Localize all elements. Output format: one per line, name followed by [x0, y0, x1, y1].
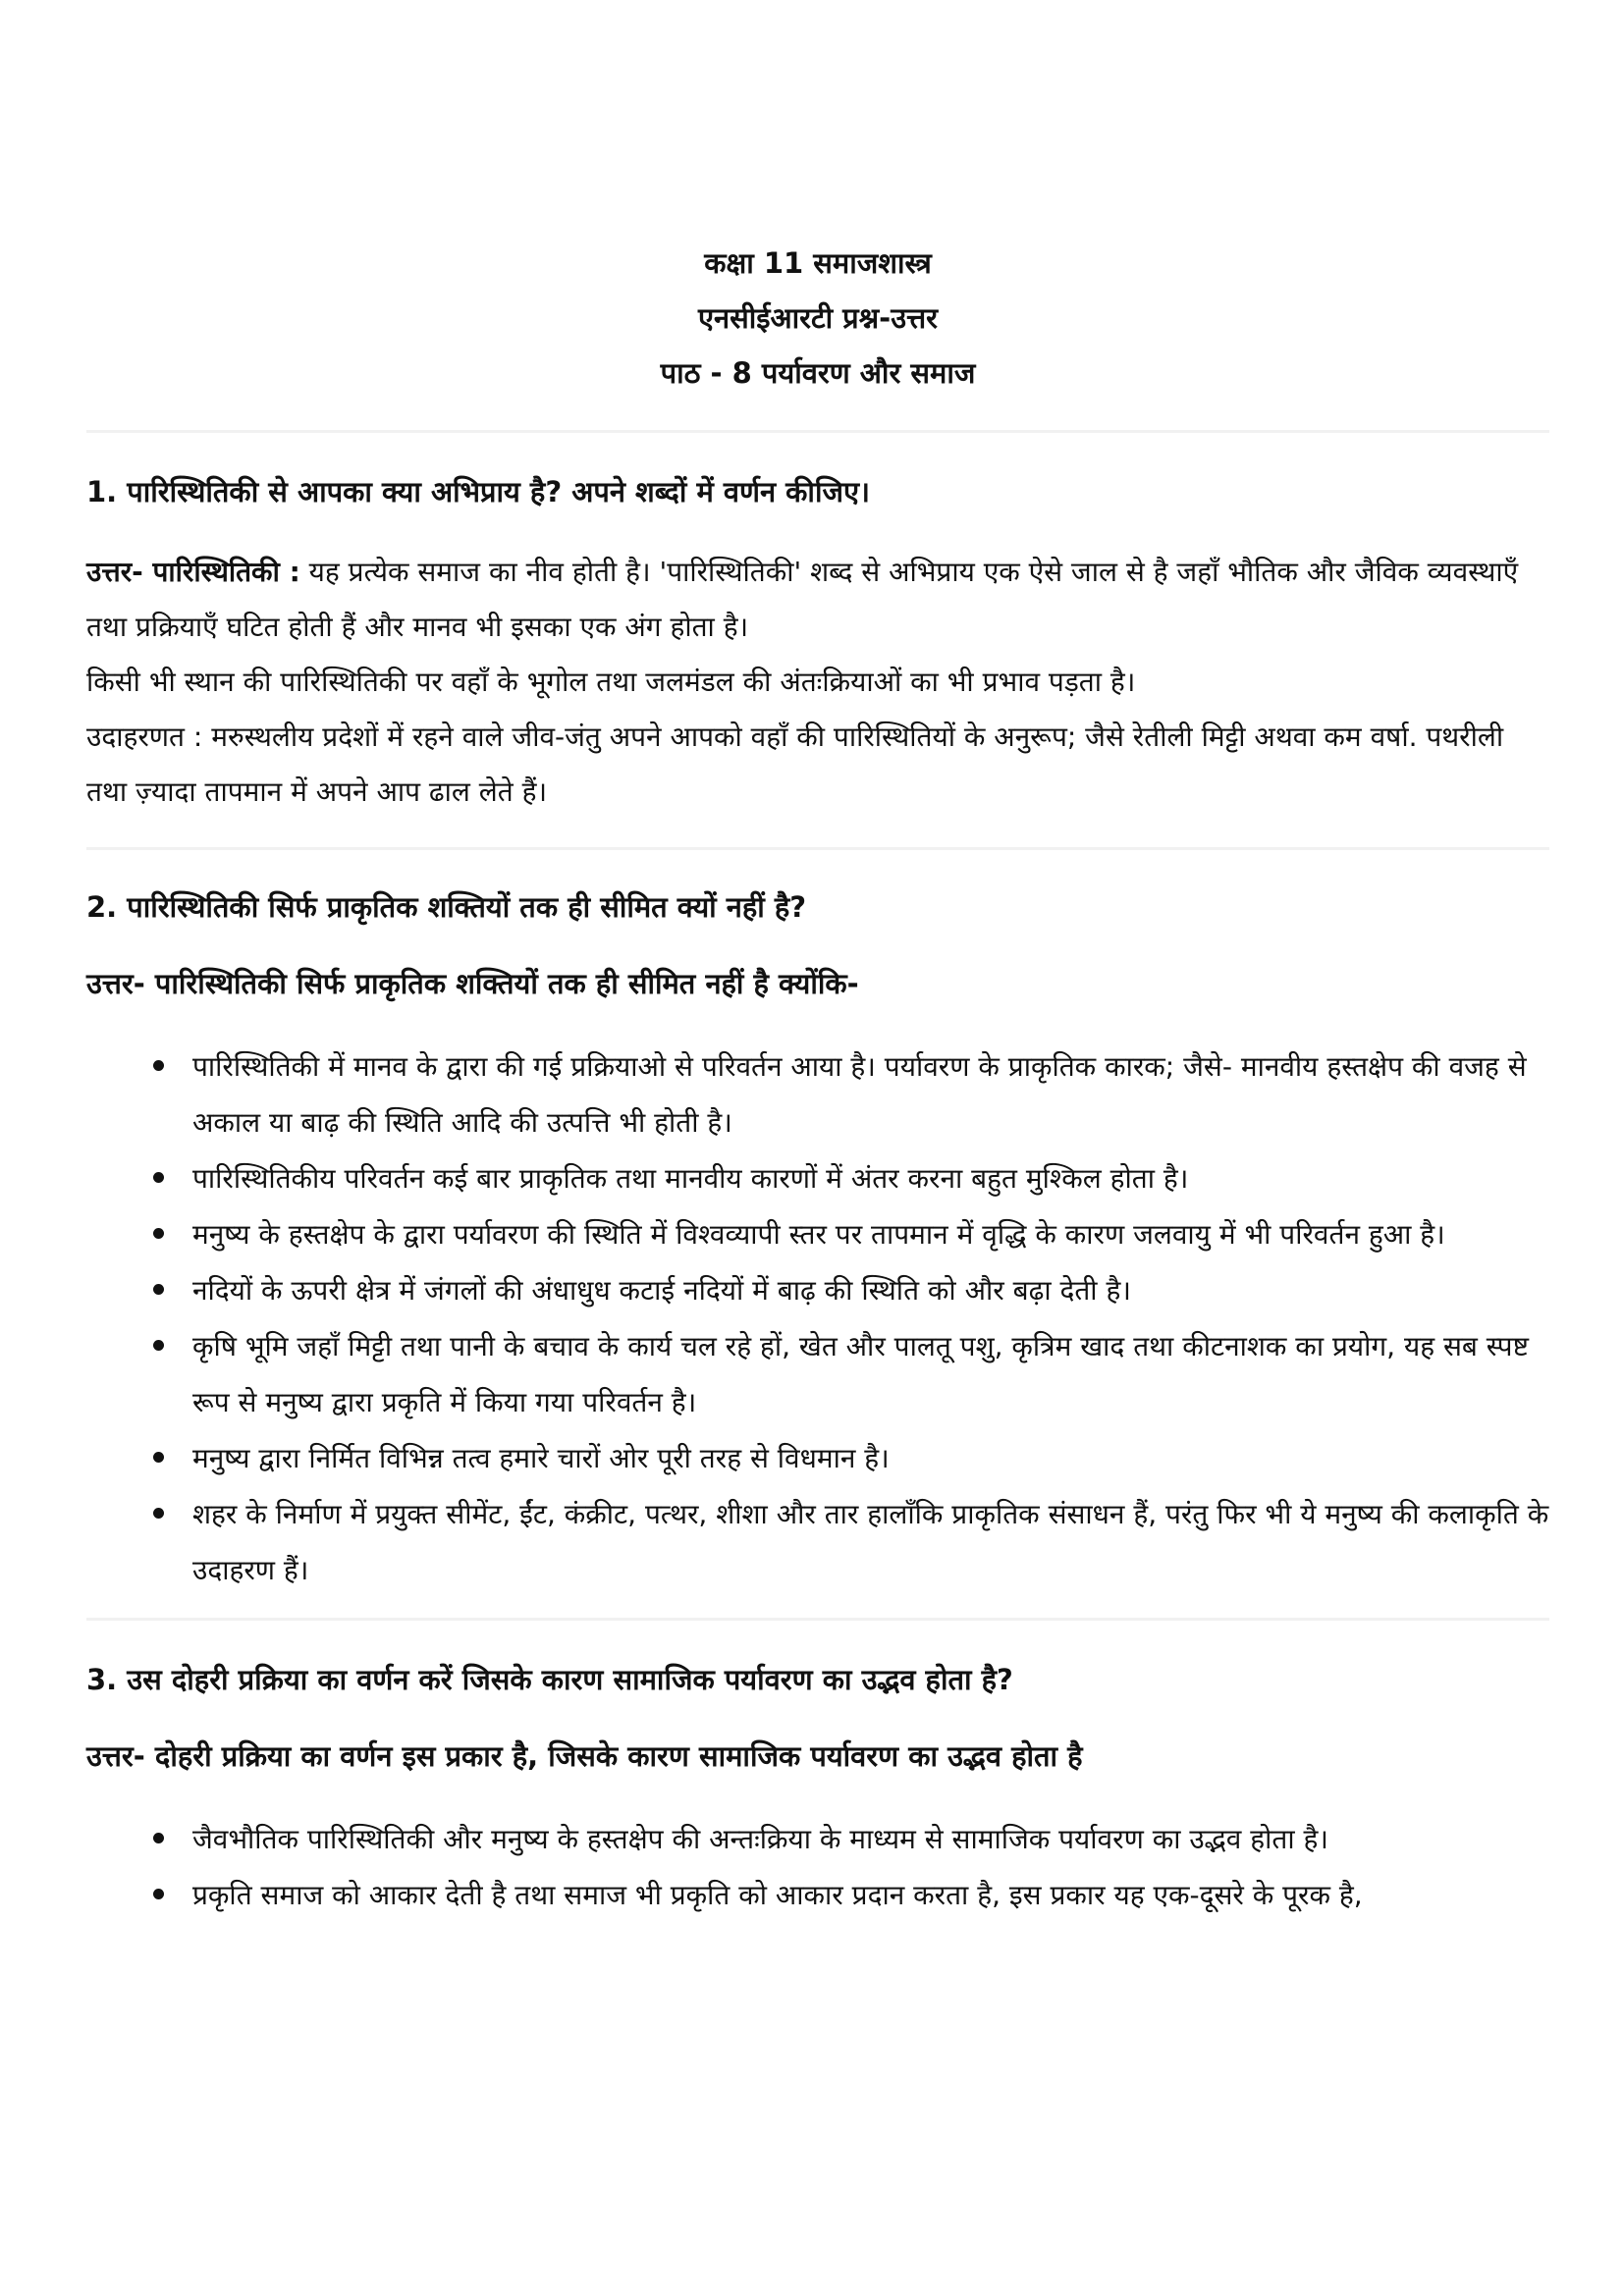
question-block-2	[86, 887, 1549, 1598]
list-item: पारिस्थितिकीय परिवर्तन कई बार प्राकृतिक तथा मानवीय कारणों में अंतर करना बहुत मुश्किल होता है।	[86, 1150, 1549, 1206]
list-item: पारिस्थितिकी में मानव के द्वारा की गई प्रक्रियाओ से परिवर्तन आया है। पर्यावरण के प्राकृतिक कारक; जैसे- मानवीय हस्तक्षेप की वजह से अकाल या बाढ़ की स्थिति आदि की उत्पत्ति भी होती है।	[86, 1039, 1549, 1150]
section-divider	[86, 430, 1549, 433]
chapter-title: पाठ - 8 पर्यावरण और समाज	[660, 356, 976, 390]
class-subject-title: कक्षा 11 समाजशास्त्र	[704, 246, 932, 280]
answer-1-lead: उत्तर- पारिस्थितिकी :	[86, 556, 300, 588]
section-divider	[86, 847, 1549, 850]
question-1: 1. पारिस्थितिकी से आपका क्या अभिप्राय है? अपने शब्दों में वर्णन कीजिए।	[86, 475, 871, 508]
list-item: कृषि भूमि जहाँ मिट्टी तथा पानी के बचाव के कार्य चल रहे हों, खेत और पालतू पशु, कृत्रिम खाद तथा कीटनाशक का प्रयोग, यह सब स्पष्ट रूप से मनुष्य द्वारा प्रकृति में किया गया परिवर्तन है।	[86, 1318, 1549, 1430]
list-item: मनुष्य द्वारा निर्मित विभिन्न तत्व हमारे चारों ओर पूरी तरह से विधमान है।	[86, 1430, 1549, 1486]
answer-1-paragraph-2: किसी भी स्थान की पारिस्थितिकी पर वहाँ के भूगोल तथा जलमंडल की अंतःक्रियाओं का भी प्रभाव पड़ता है।	[86, 666, 1136, 698]
section-divider	[86, 1618, 1549, 1621]
document-page	[86, 236, 1549, 1923]
list-item: नदियों के ऊपरी क्षेत्र में जंगलों की अंधाधुध कटाई नदियों में बाढ़ की स्थिति को और बढ़ा देती है।	[86, 1262, 1549, 1318]
question-2: 2. पारिस्थितिकी सिर्फ प्राकृतिक शक्तियों तक ही सीमित क्यों नहीं है?	[86, 890, 807, 924]
answer-1-text: यह प्रत्येक समाज का नीव होती है। 'पारिस्थितिकी' शब्द से अभिप्राय एक ऐसे जाल से है जहाँ भौतिक और जैविक व्यवस्थाएँ तथा प्रक्रियाएँ घटित होती हैं और मानव भी इसका एक अंग होता है।	[86, 556, 1519, 643]
answer-1-paragraph	[86, 545, 1549, 655]
list-item: प्रकृति समाज को आकार देती है तथा समाज भी प्रकृति को आकार प्रदान करता है, इस प्रकार यह एक-दूसरे के पूरक है,	[86, 1867, 1549, 1923]
answer-1-example: उदाहरणत : मरुस्थलीय प्रदेशों में रहने वाले जीव-जंतु अपने आपको वहाँ की पारिस्थितियों के अनुरूप; जैसे रेतीली मिट्टी अथवा कम वर्षा. पथरीली तथा ज़्यादा तापमान में अपने आप ढाल लेते हैं।	[86, 721, 1504, 808]
answer-3-heading: उत्तर- दोहरी प्रक्रिया का वर्णन इस प्रकार है, जिसके कारण सामाजिक पर्यावरण का उद्भव होता है	[86, 1739, 1083, 1773]
answer-2-list	[86, 1039, 1549, 1598]
question-block-3	[86, 1660, 1549, 1923]
question-block-1	[86, 472, 1549, 820]
question-3: 3. उस दोहरी प्रक्रिया का वर्णन करें जिसके कारण सामाजिक पर्यावरण का उद्भव होता है?	[86, 1663, 1013, 1696]
document-header	[86, 236, 1549, 400]
answer-3-list	[86, 1811, 1549, 1923]
list-item: शहर के निर्माण में प्रयुक्त सीमेंट, ईंट, कंक्रीट, पत्थर, शीशा और तार हालाँकि प्राकृतिक संसाधन हैं, परंतु फिर भी ये मनुष्य की कलाकृति के उदाहरण हैं।	[86, 1486, 1549, 1598]
answer-2-heading: उत्तर- पारिस्थितिकी सिर्फ प्राकृतिक शक्तियों तक ही सीमित नहीं है क्योंकि-	[86, 967, 859, 1000]
list-item: मनुष्य के हस्तक्षेप के द्वारा पर्यावरण की स्थिति में विश्वव्यापी स्तर पर तापमान में वृद्धि के कारण जलवायु में भी परिवर्तन हुआ है।	[86, 1206, 1549, 1262]
document-subtitle: एनसीईआरटी प्रश्न-उत्तर	[697, 301, 939, 335]
list-item: जैवभौतिक पारिस्थितिकी और मनुष्य के हस्तक्षेप की अन्तःक्रिया के माध्यम से सामाजिक पर्यावरण का उद्भव होता है।	[86, 1811, 1549, 1867]
